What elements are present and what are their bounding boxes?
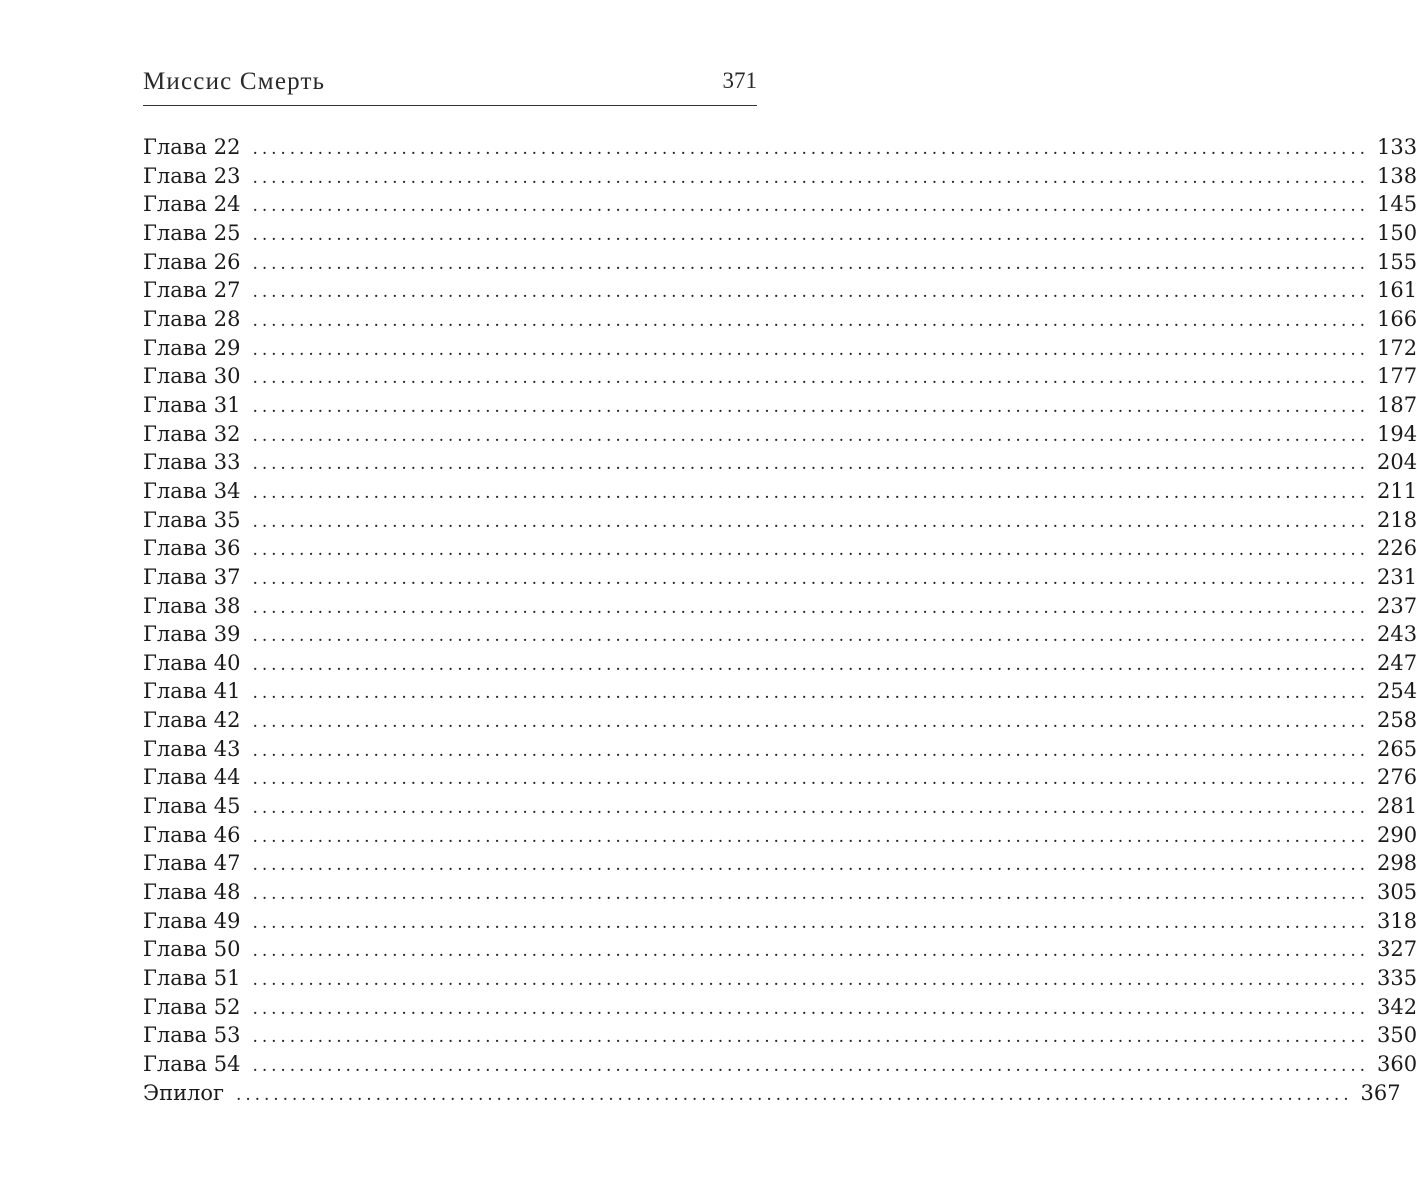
toc-entry-label: Глава 44 [143,765,241,790]
toc-entry-page: 237 [1376,593,1417,618]
toc-entry-label: Глава 42 [143,708,241,733]
toc-entry-page: 145 [1376,192,1417,217]
dot-leader: ........................................................................................................................ [252,425,1369,446]
toc-entry-page: 231 [1376,564,1417,589]
toc-entry [143,792,1417,821]
toc-entry-label: Глава 36 [143,536,241,561]
dot-leader: ........................................................................................................................ [236,1084,1353,1105]
dot-leader: ........................................................................................................................ [252,970,1369,991]
toc-entry-label: Глава 31 [143,392,241,417]
dot-leader: ........................................................................................................................ [252,941,1369,962]
dot-leader: ........................................................................................................................ [252,540,1369,561]
dot-leader: ........................................................................................................................ [252,712,1369,733]
toc-entry-page: 258 [1376,708,1417,733]
toc-entry-label: Глава 49 [143,908,241,933]
toc-entry [143,649,1417,678]
toc-entry [143,420,1417,449]
toc-entry-page: 177 [1376,364,1417,389]
toc-entry-label: Глава 46 [143,822,241,847]
dot-leader: ........................................................................................................................ [252,998,1369,1019]
toc-entry-page: 367 [1360,1080,1401,1105]
toc-entry-label: Глава 30 [143,364,241,389]
toc-entry [143,620,1417,649]
toc-entry [143,133,1417,162]
dot-leader: ........................................................................................................................ [252,482,1369,503]
toc-entry [143,563,1417,592]
toc-entry-page: 327 [1376,937,1417,962]
dot-leader: ........................................................................................................................ [252,310,1369,331]
book-title: Миссис Смерть [143,68,326,95]
toc-entry-page: 211 [1376,478,1417,503]
toc-entry-label: Глава 45 [143,794,241,819]
page-number: 371 [722,68,757,93]
toc-entry [143,964,1417,993]
toc-entry [143,763,1417,792]
toc-entry-page: 247 [1376,650,1417,675]
dot-leader: ........................................................................................................................ [252,139,1369,159]
toc-entry-page: 305 [1376,880,1417,905]
toc-entry-label: Глава 53 [143,1023,241,1048]
toc-entry-page: 265 [1376,736,1417,761]
toc-entry [143,248,1417,277]
toc-entry [143,907,1417,936]
toc-entry [143,362,1417,391]
dot-leader: ........................................................................................................................ [252,912,1369,933]
toc-entry-label: Глава 37 [143,564,241,589]
table-of-contents [143,133,1417,1107]
toc-entry-label: Глава 23 [143,163,241,188]
toc-entry-label: Глава 43 [143,736,241,761]
dot-leader: ........................................................................................................................ [252,798,1369,819]
toc-entry-page: 290 [1376,822,1417,847]
toc-entry [143,334,1417,363]
toc-entry-page: 172 [1376,335,1417,360]
toc-entry-page: 276 [1376,765,1417,790]
toc-entry-page: 138 [1376,163,1417,188]
dot-leader: ........................................................................................................................ [252,454,1369,475]
toc-entry-page: 194 [1376,421,1417,446]
toc-entry-label: Глава 40 [143,650,241,675]
toc-entry-page: 187 [1376,392,1417,417]
toc-entry [143,993,1417,1022]
dot-leader: ........................................................................................................................ [252,224,1369,245]
toc-entry [143,162,1417,191]
toc-entry [143,477,1417,506]
toc-entry-page: 360 [1376,1052,1417,1076]
toc-entry [143,391,1417,420]
dot-leader: ........................................................................................................................ [252,282,1369,303]
dot-leader: ........................................................................................................................ [252,769,1369,790]
toc-entry-label: Глава 41 [143,679,241,704]
dot-leader: ........................................................................................................................ [252,253,1369,274]
dot-leader: ........................................................................................................................ [252,654,1369,675]
dot-leader: ........................................................................................................................ [252,568,1369,589]
toc-entry [143,276,1417,305]
toc-entry-label: Глава 26 [143,249,241,274]
toc-entry-label: Глава 25 [143,220,241,245]
dot-leader: ........................................................................................................................ [252,511,1369,532]
toc-entry-label: Глава 34 [143,478,241,503]
dot-leader: ........................................................................................................................ [252,597,1369,618]
dot-leader: ........................................................................................................................ [252,167,1369,188]
header-rule [143,105,757,106]
toc-entry-label: Глава 35 [143,507,241,532]
toc-entry-label: Глава 50 [143,937,241,962]
dot-leader: ........................................................................................................................ [252,368,1369,389]
toc-entry [143,1050,1417,1079]
toc-entry-label: Глава 39 [143,622,241,647]
dot-leader: ........................................................................................................................ [252,884,1369,905]
toc-entry [143,935,1417,964]
dot-leader: ........................................................................................................................ [252,740,1369,761]
toc-entry-label: Глава 22 [143,135,241,159]
toc-entry [143,190,1417,219]
toc-entry-label: Глава 32 [143,421,241,446]
toc-entry [143,1079,1401,1108]
toc-entry [143,506,1417,535]
toc-entry-label: Глава 52 [143,994,241,1019]
toc-entry [143,735,1417,764]
toc-entry-page: 155 [1376,249,1417,274]
dot-leader: ........................................................................................................................ [252,196,1369,217]
toc-entry-page: 226 [1376,536,1417,561]
dot-leader: ........................................................................................................................ [252,683,1369,704]
toc-entry-label: Глава 48 [143,880,241,905]
toc-entry [143,677,1417,706]
toc-entry-label: Глава 54 [143,1052,241,1076]
toc-entry [143,448,1417,477]
toc-entry-page: 254 [1376,679,1417,704]
toc-entry-label: Глава 38 [143,593,241,618]
toc-entry-page: 218 [1376,507,1417,532]
toc-entry-label: Эпилог [143,1080,225,1105]
dot-leader: ........................................................................................................................ [252,626,1369,647]
toc-entry-label: Глава 51 [143,966,241,991]
toc-entry-label: Глава 29 [143,335,241,360]
toc-entry [143,305,1417,334]
toc-entry-page: 150 [1376,220,1417,245]
toc-entry [143,1021,1417,1050]
toc-entry-page: 318 [1376,908,1417,933]
dot-leader: ........................................................................................................................ [252,1056,1369,1076]
dot-leader: ........................................................................................................................ [252,396,1369,417]
dot-leader: ........................................................................................................................ [252,855,1369,876]
toc-entry [143,592,1417,621]
dot-leader: ........................................................................................................................ [252,1027,1369,1048]
toc-entry [143,849,1417,878]
toc-entry-page: 243 [1376,622,1417,647]
toc-entry-label: Глава 24 [143,192,241,217]
toc-entry-label: Глава 28 [143,306,241,331]
dot-leader: ........................................................................................................................ [252,826,1369,847]
toc-entry [143,706,1417,735]
toc-entry [143,219,1417,248]
toc-entry [143,534,1417,563]
toc-entry-page: 335 [1376,966,1417,991]
toc-entry-page: 166 [1376,306,1417,331]
dot-leader: ........................................................................................................................ [252,339,1369,360]
toc-entry-page: 281 [1376,794,1417,819]
toc-entry-page: 133 [1376,135,1417,159]
toc-entry-page: 161 [1376,278,1417,303]
toc-entry-page: 204 [1376,450,1417,475]
running-header [143,60,757,100]
toc-entry-label: Глава 27 [143,278,241,303]
toc-entry-page: 350 [1376,1023,1417,1048]
toc-entry-label: Глава 33 [143,450,241,475]
toc-entry-page: 298 [1376,851,1417,876]
toc-entry-label: Глава 47 [143,851,241,876]
toc-entry-page: 342 [1376,994,1417,1019]
toc-entry [143,821,1417,850]
toc-entry [143,878,1417,907]
